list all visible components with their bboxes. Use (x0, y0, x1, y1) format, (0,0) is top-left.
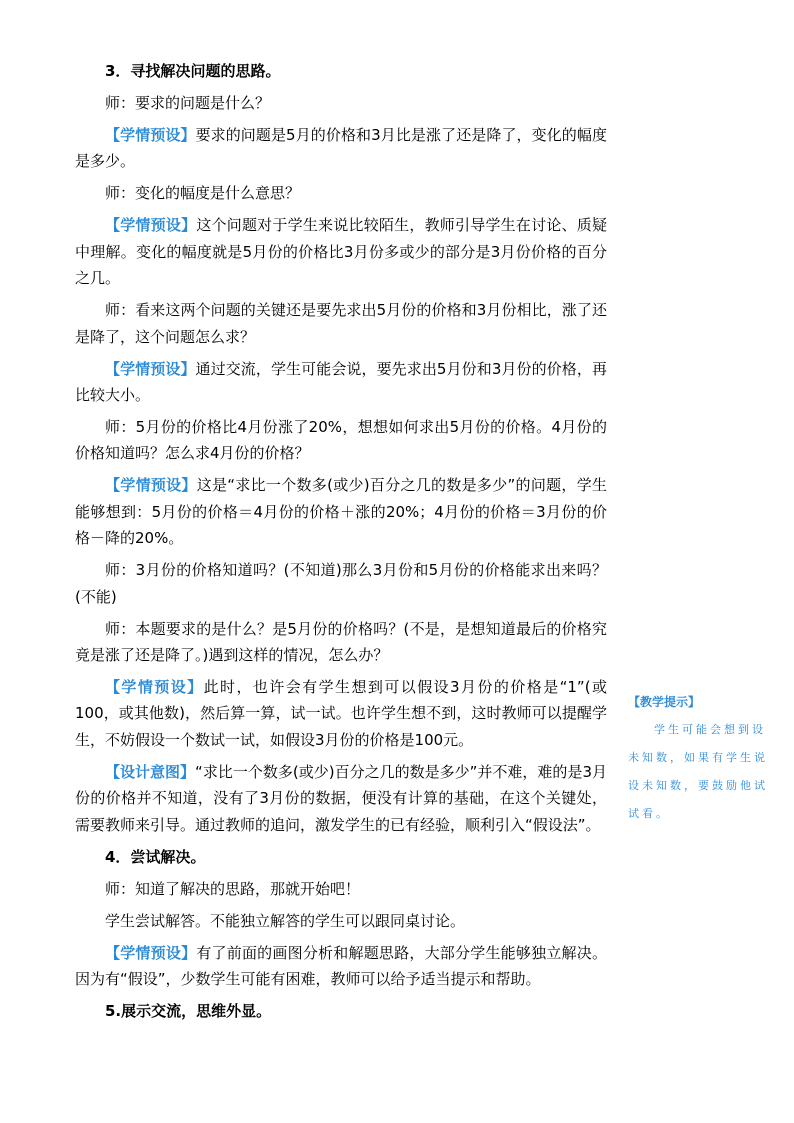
sidebar-text: 学生可能会想到设未知数，如果有学生说设未知数，要鼓励他试试看。 (628, 723, 768, 820)
tag-label: 【学情预设】 (105, 359, 196, 378)
dialogue-line: 师：要求的问题是什么？ (105, 94, 271, 112)
section-heading: 4．尝试解决。 (105, 847, 206, 866)
dialogue-line: 师：3月份的价格知道吗？(不知道)那么3月份和5月份的价格能求出来吗？(不能) (75, 561, 607, 606)
paragraph-text: 此时，也许会有学生想到可以假设3月份的价格是“1”(或100，或其他数)，然后算一算，试一试。也许学生想不到，这时教师可以提醒学生，不妨假设一个数试一试，如假设3月份的价格是100元。 (75, 678, 607, 749)
dialogue-line: 师：5月份的价格比4月份涨了20%，想想如何求出5月份的价格。4月份的价格知道吗？怎么求4月份的价格？ (75, 418, 607, 463)
tag-label: 【学情预设】 (105, 678, 204, 697)
paragraph-text: 这个问题对于学生来说比较陌生，教师引导学生在讨论、质疑中理解。变化的幅度就是5月份的价格比3月份多或少的部分是3月份价格的百分之几。 (75, 216, 607, 288)
paragraph-text: 这是“求比一个数多(或少)百分之几的数是多少”的问题，学生能够想到：5月份的价格＝4月份的价格＋涨的20%；4月份的价格＝3月份的价格－降的20%。 (75, 476, 607, 548)
student-prediction (75, 122, 607, 175)
sidebar-title: 【教学提示】 (628, 695, 701, 709)
paragraph-text: 有了前面的画图分析和解题思路，大部分学生能够独立解决。因为有“假设”，少数学生可能有困难，教师可以给予适当提示和帮助。 (75, 943, 607, 989)
tag-label: 【学情预设】 (105, 943, 197, 962)
student-prediction (75, 472, 607, 551)
section-heading: 5.展示交流，思维外显。 (105, 1002, 272, 1021)
student-prediction (75, 940, 607, 993)
tag-label: 【学情预设】 (105, 216, 197, 235)
tag-label: 【学情预设】 (105, 126, 196, 144)
design-intent (75, 759, 607, 838)
section-heading: 3．寻找解决问题的思路。 (105, 62, 281, 80)
paragraph-text: “求比一个数多(或少)百分之几的数是多少”并不难，难的是3月份的价格并不知道，没有了3月份的数据，便没有计算的基础，在这个关键处，需要教师来引导。通过教师的追问，激发学生的已有经验，顺利引入“假设法”。 (75, 762, 607, 834)
dialogue-line: 师：变化的幅度是什么意思？ (105, 184, 301, 203)
dialogue-line: 师：本题要求的是什么？是5月份的价格吗？(不是，是想知道最后的价格究竟是涨了还是降了。)遇到这样的情况，怎么办？ (75, 619, 607, 665)
student-prediction (75, 674, 607, 753)
dialogue-line: 师：知道了解决的思路，那就开始吧！ (105, 879, 361, 898)
paragraph-text: 通过交流，学生可能会说，要先求出5月份和3月份的价格，再比较大小。 (75, 359, 607, 405)
dialogue-line: 师：看来这两个问题的关键还是要先求出5月份的价格和3月份相比，涨了还是降了，这个问题怎么求？ (75, 301, 607, 346)
tag-label: 【设计意图】 (105, 762, 196, 781)
lesson-body (75, 58, 607, 1030)
narrative-line: 学生尝试解答。不能独立解答的学生可以跟同桌讨论。 (105, 911, 466, 930)
student-prediction (75, 356, 607, 409)
paragraph-text: 要求的问题是5月的价格和3月比是涨了还是降了，变化的幅度是多少。 (75, 126, 607, 171)
tag-label: 【学情预设】 (105, 476, 197, 495)
student-prediction (75, 212, 607, 291)
teaching-tip-sidebar (628, 688, 774, 828)
